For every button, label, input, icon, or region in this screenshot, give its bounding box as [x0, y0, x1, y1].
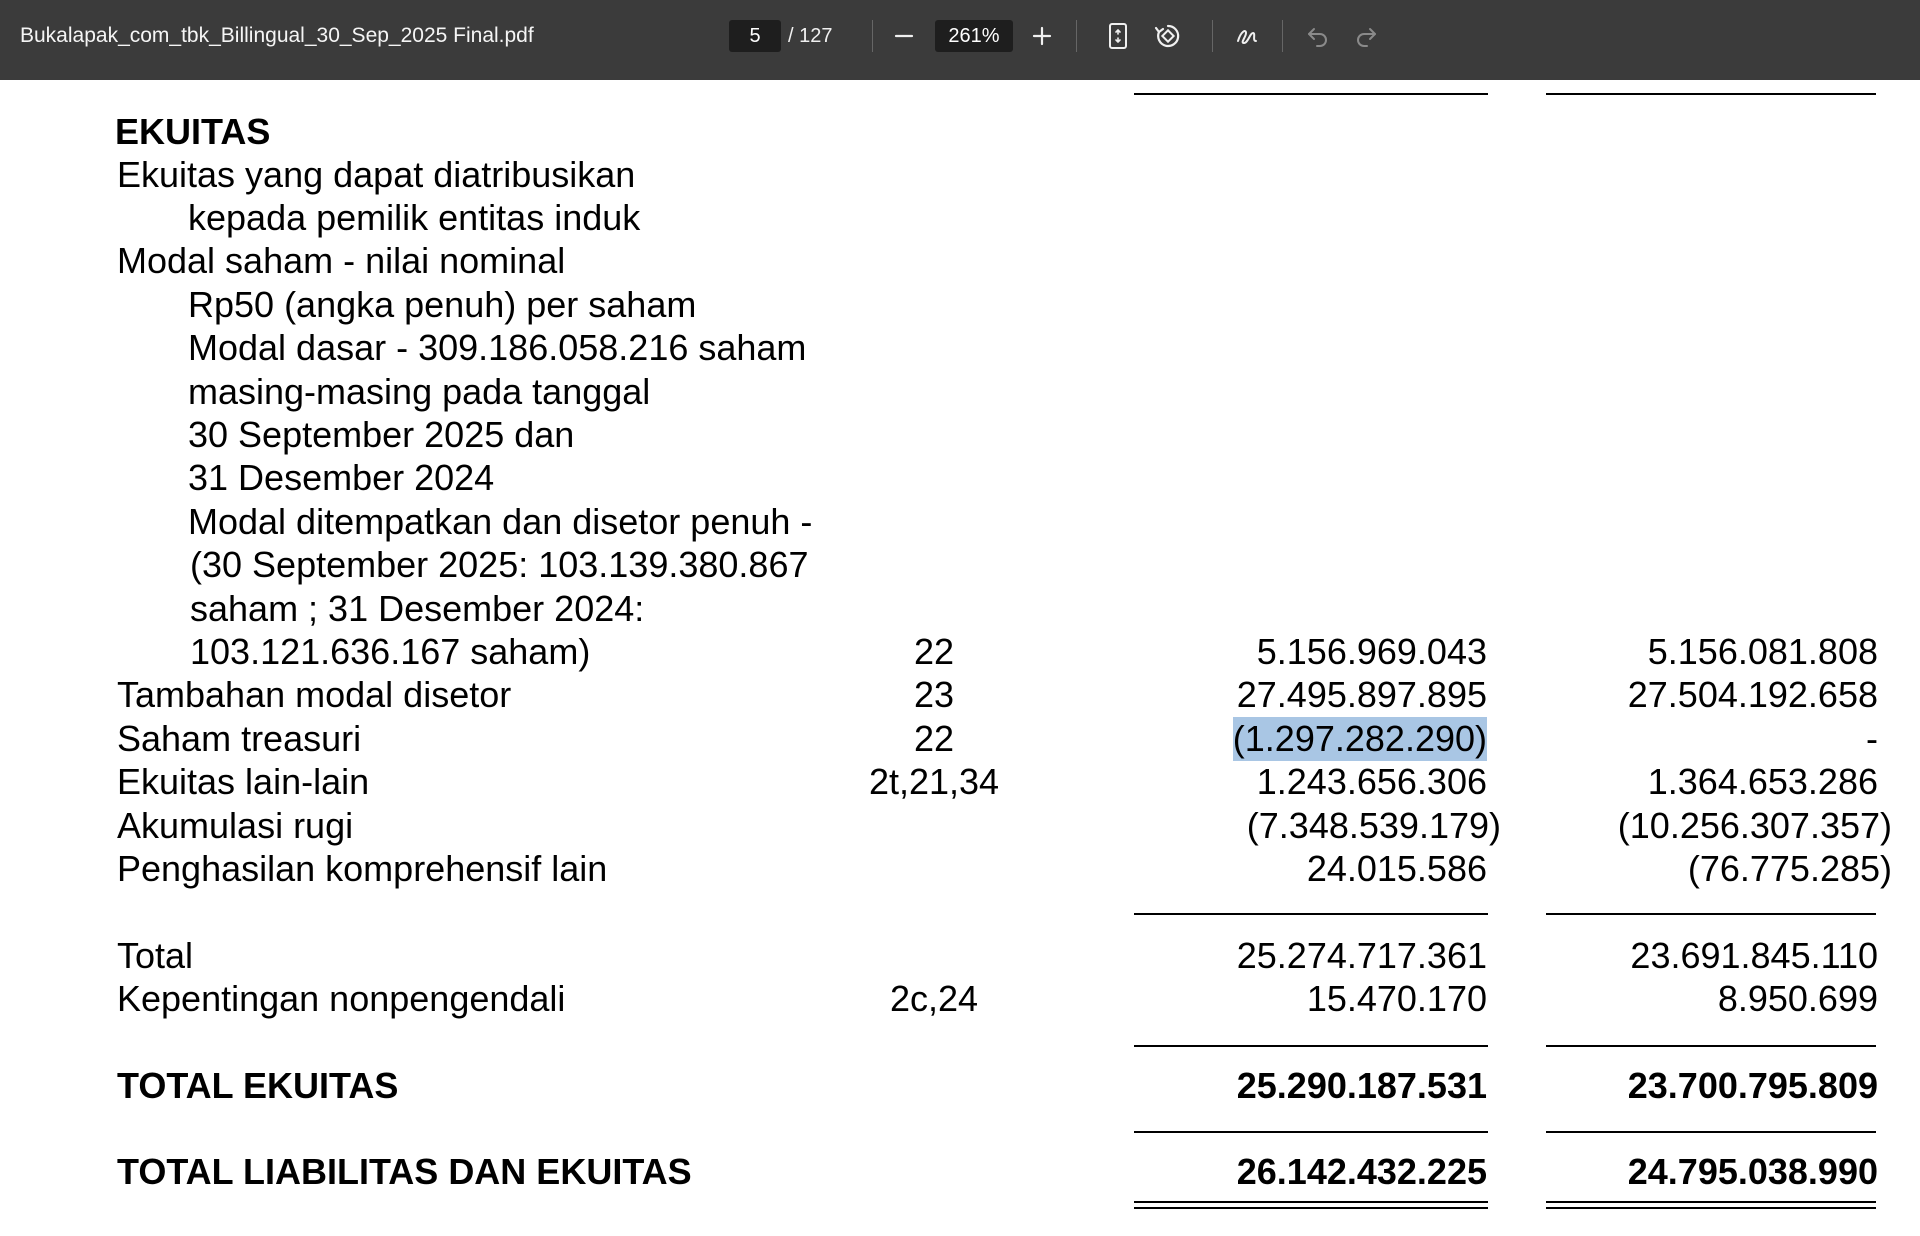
line-label: (30 September 2025: 103.139.380.867 — [190, 544, 809, 585]
row-label: Akumulasi rugi — [117, 805, 354, 846]
total-rule — [1546, 1131, 1876, 1133]
row-note: 2c,24 — [889, 978, 979, 1019]
line-label: Rp50 (angka penuh) per saham — [188, 284, 697, 325]
row-value-2025: 15.470.170 — [1306, 978, 1487, 1019]
row-value-2024: 23.700.795.809 — [1627, 1065, 1878, 1106]
double-rule-top — [1546, 1201, 1876, 1203]
statement-line — [0, 370, 1920, 414]
statement-line — [0, 153, 1920, 197]
statement-line — [0, 283, 1920, 327]
table-row — [0, 760, 1920, 804]
row-label: Ekuitas lain-lain — [117, 761, 370, 802]
total-liabilities-equity-row — [0, 1150, 1920, 1194]
row-label: Penghasilan komprehensif lain — [117, 848, 608, 889]
statement-line — [0, 326, 1920, 370]
zoom-out-button[interactable] — [884, 16, 924, 56]
total-rule — [1546, 1045, 1876, 1047]
document-title: Bukalapak_com_tbk_Billingual_30_Sep_2025 Final.pdf — [20, 24, 534, 47]
double-rule-bottom — [1546, 1207, 1876, 1209]
table-row — [0, 847, 1920, 891]
row-value-2025: 25.274.717.361 — [1236, 935, 1487, 976]
total-rule — [1134, 1131, 1488, 1133]
undo-button[interactable] — [1298, 16, 1338, 56]
toolbar-divider — [872, 20, 873, 52]
double-rule-top — [1134, 1201, 1488, 1203]
row-label: TOTAL EKUITAS — [117, 1065, 399, 1106]
row-value-2024: 24.795.038.990 — [1627, 1151, 1878, 1192]
zoom-in-button[interactable] — [1022, 16, 1062, 56]
line-label: saham ; 31 Desember 2024: — [190, 588, 645, 629]
page-number-input[interactable]: 5 — [729, 20, 781, 52]
subtotal-rule — [1134, 913, 1488, 915]
table-row — [0, 977, 1920, 1021]
table-row — [0, 673, 1920, 717]
total-equity-row — [0, 1064, 1920, 1108]
row-value-2024: 1.364.653.286 — [1647, 761, 1878, 802]
row-value-2024: (10.256.307.357) — [1617, 805, 1892, 846]
draw-button[interactable] — [1228, 16, 1268, 56]
undo-icon — [1305, 23, 1331, 49]
row-label: Saham treasuri — [117, 718, 362, 759]
pdf-toolbar — [0, 0, 1920, 80]
table-row — [0, 804, 1920, 848]
line-label: kepada pemilik entitas induk — [188, 197, 641, 238]
redo-icon — [1353, 23, 1379, 49]
row-note: 2t,21,34 — [868, 761, 1000, 802]
heading-text: EKUITAS — [115, 111, 271, 152]
row-label: TOTAL LIABILITAS DAN EKUITAS — [117, 1151, 692, 1192]
line-label: masing-masing pada tanggal — [188, 371, 651, 412]
row-label: Total — [117, 935, 194, 976]
subtotal-row — [0, 934, 1920, 978]
statement-line — [0, 543, 1920, 587]
total-rule — [1134, 1045, 1488, 1047]
toolbar-divider — [1076, 20, 1077, 52]
selected-text-value[interactable]: (1.297.282.290) — [1232, 718, 1487, 759]
fit-page-icon — [1106, 22, 1130, 50]
fit-page-button[interactable] — [1098, 16, 1138, 56]
statement-line — [0, 500, 1920, 544]
zoom-level-input[interactable]: 261% — [935, 20, 1013, 52]
line-label: 30 September 2025 dan — [188, 414, 575, 455]
row-label: Kepentingan nonpengendali — [117, 978, 566, 1019]
toolbar-divider — [1282, 20, 1283, 52]
row-value-2024: - — [1866, 718, 1878, 759]
redo-button[interactable] — [1346, 16, 1386, 56]
line-label: Modal ditempatkan dan disetor penuh - — [188, 501, 813, 542]
subtotal-rule — [1546, 913, 1876, 915]
row-value-2024: 5.156.081.808 — [1647, 631, 1878, 672]
column-rule — [1134, 93, 1488, 95]
column-rule — [1546, 93, 1876, 95]
statement-line — [0, 456, 1920, 500]
row-value-2025: 27.495.897.895 — [1236, 674, 1487, 715]
row-note: 22 — [913, 631, 955, 672]
line-label: Modal dasar - 309.186.058.216 saham — [188, 327, 807, 368]
row-value-2025: 1.243.656.306 — [1256, 761, 1487, 802]
row-label: Tambahan modal disetor — [117, 674, 512, 715]
row-value-2024: 27.504.192.658 — [1627, 674, 1878, 715]
rotate-icon — [1153, 21, 1183, 51]
row-value-2025: 25.290.187.531 — [1236, 1065, 1487, 1106]
statement-line — [0, 587, 1920, 631]
statement-line — [0, 196, 1920, 240]
plus-icon — [1031, 25, 1053, 47]
row-value-2025: 5.156.969.043 — [1256, 631, 1487, 672]
toolbar-divider — [1212, 20, 1213, 52]
row-value-2024: 23.691.845.110 — [1630, 935, 1878, 976]
pen-draw-icon — [1233, 21, 1263, 51]
row-value-2025: 24.015.586 — [1306, 848, 1487, 889]
statement-line — [0, 239, 1920, 283]
section-heading — [0, 110, 1920, 154]
row-value-2024: 8.950.699 — [1717, 978, 1878, 1019]
table-row — [0, 717, 1920, 761]
row-value-2025: (7.348.539.179) — [1246, 805, 1501, 846]
double-rule-bottom — [1134, 1207, 1488, 1209]
row-value-2025: 26.142.432.225 — [1236, 1151, 1487, 1192]
row-value-2024: (76.775.285) — [1687, 848, 1892, 889]
row-label: 103.121.636.167 saham) — [190, 631, 591, 672]
line-label: Ekuitas yang dapat diatribusikan — [117, 154, 636, 195]
statement-line — [0, 413, 1920, 457]
row-note: 23 — [913, 674, 955, 715]
pdf-page-view — [0, 80, 1920, 1236]
line-label: Modal saham - nilai nominal — [117, 240, 566, 281]
row-note: 22 — [913, 718, 955, 759]
table-row — [0, 630, 1920, 674]
rotate-button[interactable] — [1148, 16, 1188, 56]
line-label: 31 Desember 2024 — [188, 457, 495, 498]
page-total: / 127 — [788, 25, 833, 47]
minus-icon — [893, 25, 915, 47]
